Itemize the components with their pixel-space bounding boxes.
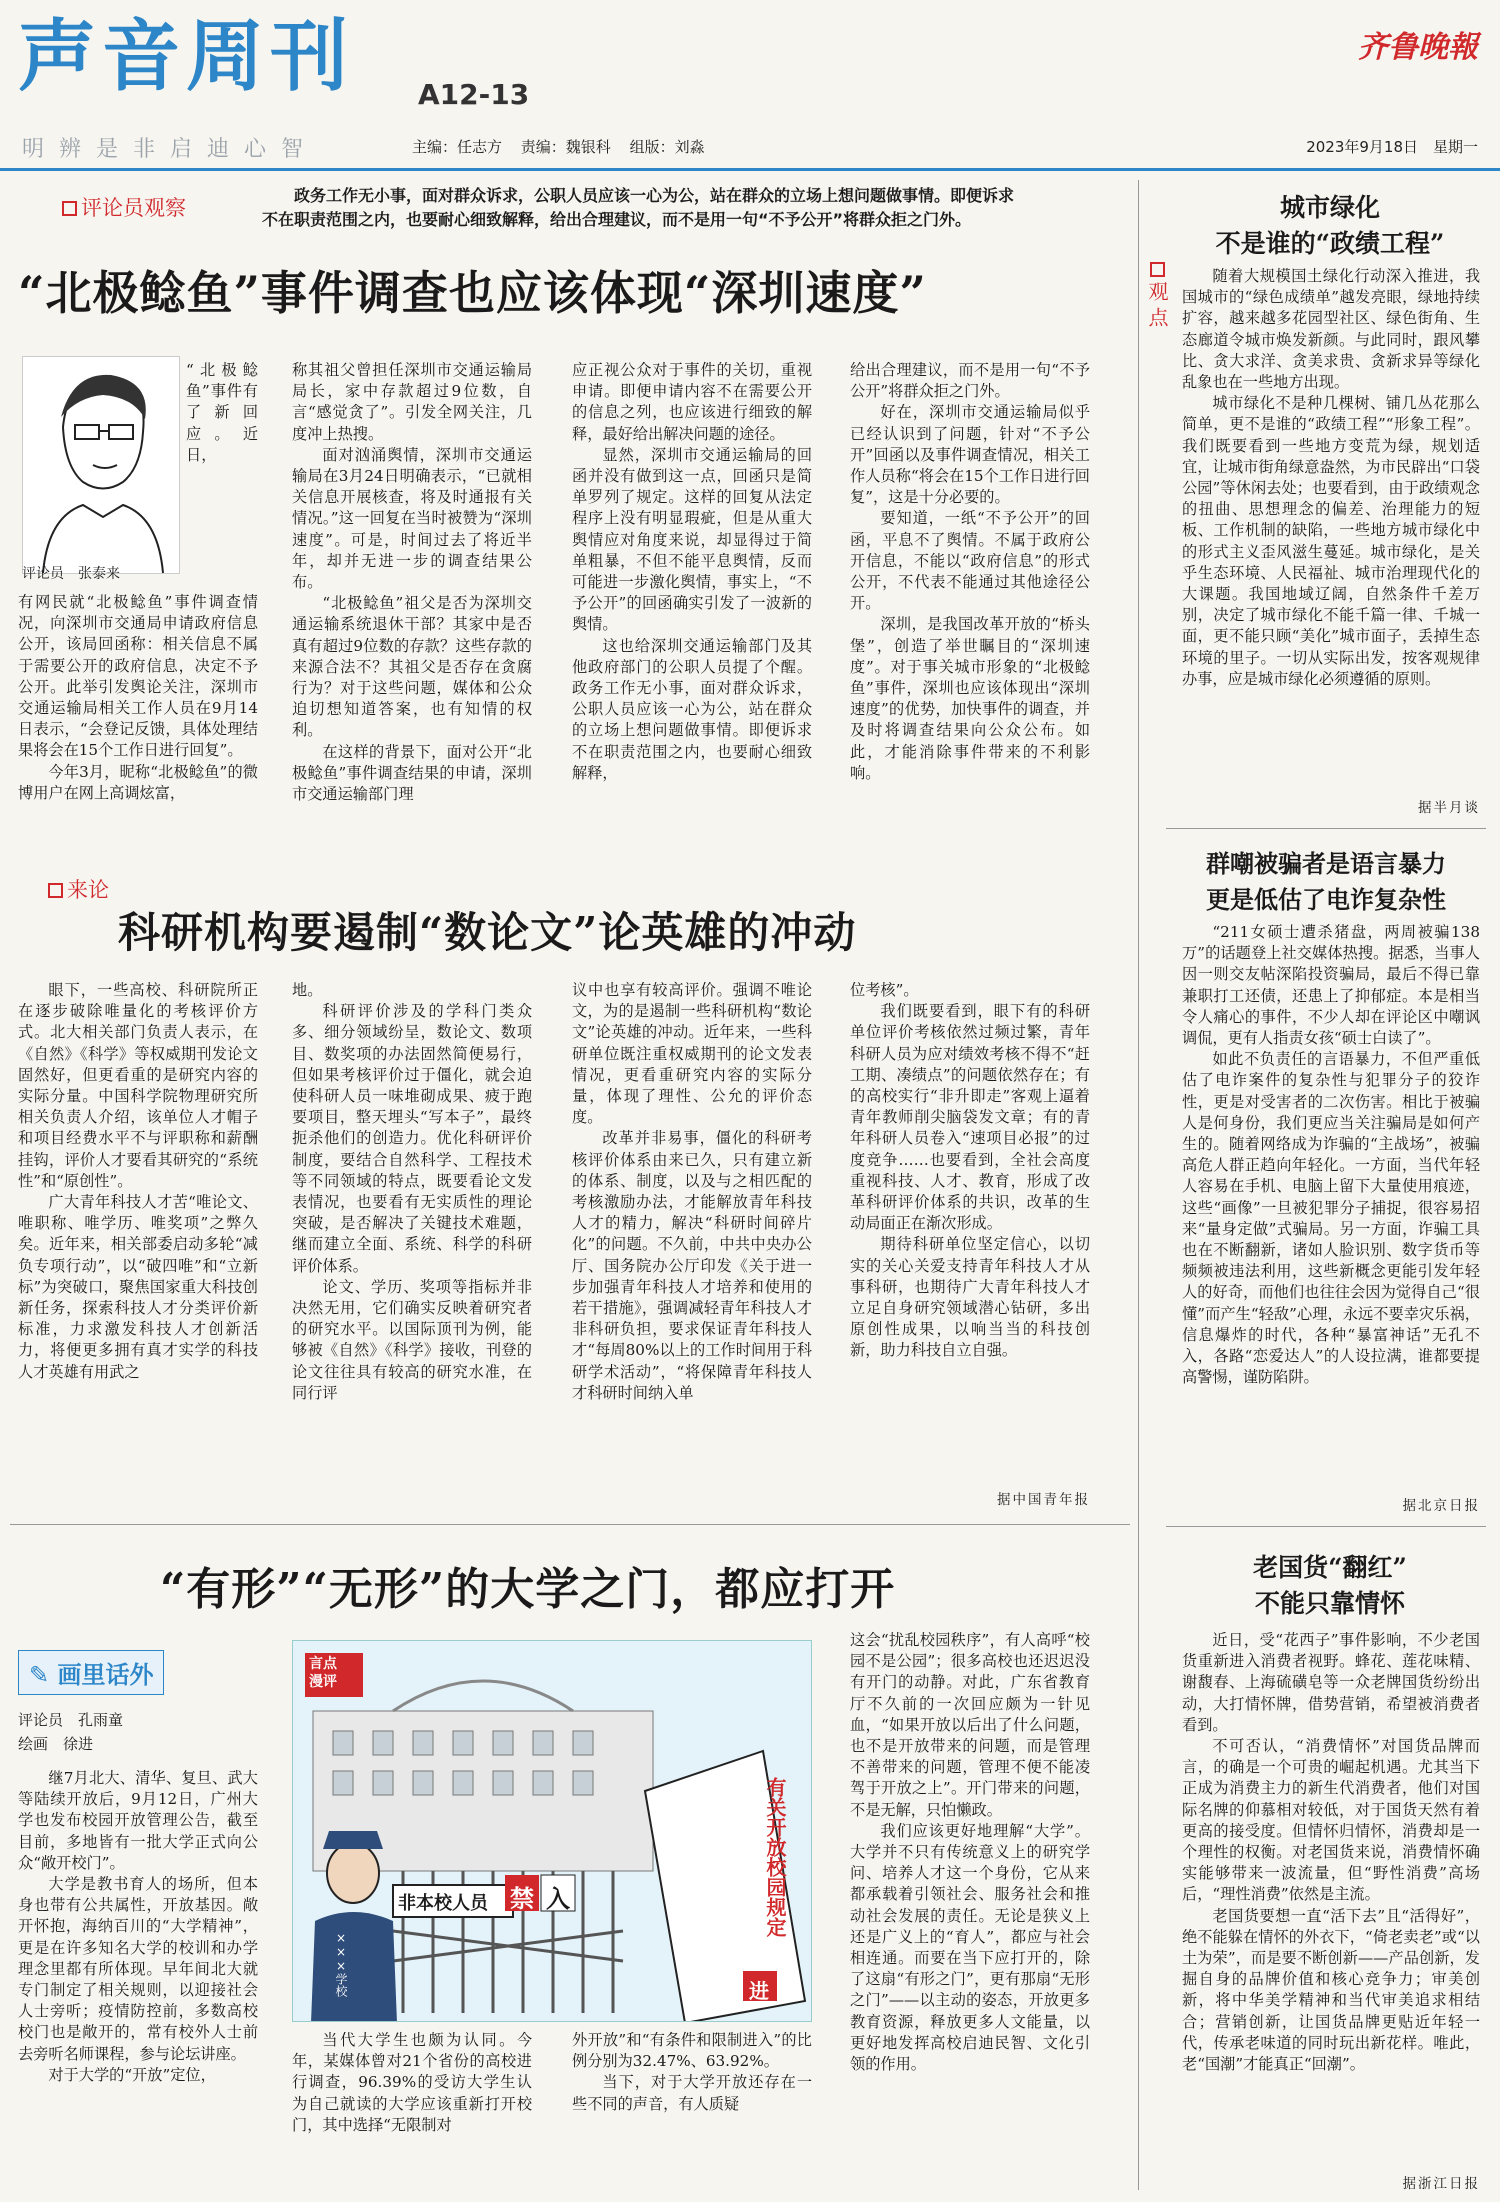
sidebar-article3-text	[1182, 1630, 1480, 2075]
article3-headline: “有形”“无形”的大学之门，都应打开	[160, 1564, 896, 1615]
paragraph: 近日，受“花西子”事件影响，不少老国货重新进入消费者视野。蜂花、莲花味精、谢馥春、上海硫磺皂等一众老牌国货纷纷出动，大打情怀牌，借势营销，希望被消费者看到。	[1182, 1631, 1480, 1734]
sidebar-article2-text	[1182, 922, 1480, 1388]
sidebar-article3-title-line1: 老国货“翻红”	[1253, 1553, 1407, 1582]
section-label-comment	[48, 874, 109, 904]
article3-col1	[18, 1768, 258, 2192]
article3-writer: 评论员 孔雨童	[18, 1711, 124, 1729]
paragraph: 不可否认，“消费情怀”对国货品牌而言，的确是一个可贵的崛起机遇。尤其当下正成为消费主力的新生代消费者，他们对国际名牌的仰慕相对较低，对于国货天然有着更高的接受度。但情怀归情怀，消费却是一个理性的权衡。对老国货来说，消费情怀确实能够带来一波流量，但“野性消费”高场后，“理性消费”依然是主流。	[1182, 1737, 1480, 1904]
cartoon-tag-line1: 言点	[309, 1656, 337, 1672]
sidebar-article1-text	[1182, 266, 1480, 690]
cartoon-document-title: 有关开放校园规定	[763, 1777, 787, 1937]
paragraph: 地。	[292, 981, 323, 999]
article3-col4	[850, 1630, 1090, 2192]
article2-col4-text	[850, 980, 1090, 1362]
paragraph: 大学是教书育人的场所，但本身也带有公共属性，开放基因。敞开怀抱，海纳百川的“大学精神”，更是在许多知名大学的校训和办学理念里都有所体现。早年间北大就专门制定了相关规则，以迎接社会人士旁听；疫情防控前，多数高校校门也是敞开的，常有校外人士前去旁听名师课程，参与论坛讲座。	[18, 1875, 258, 2063]
paragraph: 在这样的背景下，面对公开“北极鲶鱼”事件调查结果的申请，深圳市交通运输部门理	[292, 742, 532, 804]
sidebar-article3-title	[1180, 1550, 1480, 1622]
article-divider	[10, 1524, 1130, 1525]
article1-col4-text	[850, 360, 1090, 784]
article1-lead: 政务工作无小事，面对群众诉求，公职人员应该一心为公，站在群众的立场上想问题做事情。即便诉求不在职责范围之内，也要耐心细致解释，给出合理建议，而不是用一句“不予公开”将群众拒之门外。	[262, 186, 1015, 229]
article3-byline	[18, 1708, 123, 1756]
masthead-slogan: 明辨是非启迪心智	[22, 137, 319, 162]
section-label-cartoon	[18, 1650, 164, 1695]
sidebar-article1-body	[1182, 266, 1480, 816]
paragraph: 继7月北大、清华、复旦、武大等陆续开放后，9月12日，广州大学也发布校园开放管理公告，截至目前，多地皆有一批大学正式向公众“敞开校门”。	[18, 1769, 258, 1872]
paragraph: 面对汹涌舆情，深圳市交通运输局在3月24日明确表示，“已就相关信息开展核查，将及时通报有关情况。”这一回复在当时被赞为“深圳速度”。可是，时间过去了将近半年，却并无进一步的调查结果公布。	[292, 445, 532, 592]
duty-editor: 责编：魏银科	[520, 138, 611, 156]
article3-col4-text	[850, 1630, 1090, 2075]
paragraph: 论文、学历、奖项等指标并非决然无用，它们确实反映着研究者的研究水平。以国际顶刊为例，能够被《自然》《科学》接收，刊登的论文往往具有较高的研究水准，在同行评	[292, 1277, 532, 1402]
article1-col1-bottom	[18, 592, 258, 862]
sidebar-article2-title	[1166, 846, 1486, 918]
paragraph: 眼下，一些高校、科研院所正在逐步破除唯量化的考核评价方式。北大相关部门负责人表示，在《自然》《科学》等权威期刊发论文固然好，但更看重的是研究内容的实际分量。中国科学院物理研究所相关负责人介绍，该单位人才帽子和项目经费水平不与评职称和薪酬挂钩，评价人才要看其研究的“系统性”和“原创性”。	[18, 981, 258, 1190]
editor-credits	[412, 136, 719, 157]
article1-col2-text	[292, 360, 532, 805]
label-box-icon	[62, 201, 77, 216]
sidebar-divider-2	[1166, 1526, 1486, 1527]
issue-date: 2023年9月18日 星期一	[1306, 138, 1478, 156]
pencil-icon: ✎	[29, 1661, 58, 1689]
article3-col1-text	[18, 1768, 258, 2086]
sidebar-label-text: 观点	[1145, 281, 1169, 333]
article1-col1-bottom-text	[18, 592, 258, 804]
paragraph: 我们既要看到，眼下有的科研单位评价考核依然过频过繁，青年科研人员为应对绩效考核不得不“赶工期、凑绩点”的问题依然存在；有的高校实行“非升即走”客观上逼着青年教师削尖脑袋发文章；有的青年科研人员卷入“速项目必报”的过度竞争……也要看到，全社会高度重视科技、人才、教育，形成了改革科研评价体系的共识，改革的生动局面正在渐次形成。	[850, 1002, 1090, 1233]
sidebar-article3-source: 据浙江日报	[1402, 2176, 1480, 2192]
paragraph: 我们应该更好地理解“大学”。大学并不只有传统意义上的研究学问、培养人才这一个身份，它从来都承载着引领社会、服务社会和推动社会发展的责任。无论是狭义上还是广义上的“育人”，都应与社会相连通。而要在当下应打开的，除了这扇“有形之门”，更有那扇“无形之门”——以主动的姿态，开放更多教育资源，释放更多人文能量，以更好地发挥高校启迪民智、文化引领的作用。	[850, 1821, 1090, 2074]
sidebar-article1-title	[1180, 190, 1480, 262]
paragraph: 有网民就“北极鲶鱼”事件调查情况，向深圳市交通局申请政府信息公开，该局回函称：相关信息不属于需要公开的政府信息，决定不予公开。此举引发舆论关注，深圳市交通运输局相关工作人员在9月14日表示，“会登记反馈，具体处理结果将会在15个工作日进行回复”。	[18, 593, 258, 760]
article1-author: 评论员 张泰来	[22, 566, 120, 582]
paragraph: “北极鲶鱼”祖父是否为深圳交通运输系统退休干部？其家中是否真有超过9位数的存款？这些存款的来源合法不？其祖父是否存在贪腐行为？对于这些问题，媒体和公众迫切想知道答案，也有知情的权利。	[292, 594, 532, 740]
sidebar-article3-title-line2: 不能只靠情怀	[1254, 1589, 1405, 1618]
paragraph: 好在，深圳市交通运输局似乎已经认识到了问题，针对“不予公开”回函以及事件调查情况，相关工作人员称“将会在15个工作日进行回复”，这是十分必要的。	[850, 403, 1090, 507]
article2-source: 据中国青年报	[997, 1492, 1090, 1508]
label-box-icon	[1150, 262, 1165, 277]
paragraph: 这也给深圳交通运输部门及其他政府部门的公职人员提了个醒。政务工作无小事，面对群众诉求，公职人员应该一心为公，站在群众的立场上想问题做事情。即便诉求不在职责范围之内，也要耐心细致解释，	[572, 636, 812, 782]
layout-editor: 组版：刘淼	[629, 138, 705, 156]
cartoon-enter: 入	[546, 1885, 570, 1913]
section-label-text: 评论员观察	[81, 196, 186, 220]
paragraph: 如此不负责任的言语暴力，不但严重低估了电诈案件的复杂性与犯罪分子的狡诈性，更是对受害者的二次伤害。相比于被骗人是何身份，我们更应当关注骗局是如何产生的。随着网络成为诈骗的“主战场”，被骗高危人群正趋向年轻化。一方面，当代年轻人容易在手机、电脑上留下大量使用痕迹，这些“画像”一旦被犯罪分子捕捉，很容易招来“量身定做”式骗局。另一方面，诈骗工具也在不断翻新，诸如人脸识别、数字货币等频频被违法利用，这些新概念更能引发年轻人的好奇，而他们也往往会因为觉得自己“很懂”而产生“轻敌”心理，永远不要幸灾乐祸，信息爆炸的时代，各种“暴富神话”无孔不入，各路“恋爱达人”的人设拉满，谁都要提高警惕，谨防陷阱。	[1182, 1050, 1480, 1387]
paragraph: “211女硕士遭杀猪盘，两周被骗138万”的话题登上社交媒体热搜。据悉，当事人因一则交友帖深陷投资骗局，最后不得已靠兼职打工还债，还患上了抑郁症。本是相当令人痛心的事件，不少人却在评论区中嘲讽调侃，更有人指责女孩“硕士白读了”。	[1182, 923, 1480, 1048]
sidebar-divider	[1138, 180, 1139, 2190]
article2-col1	[18, 980, 258, 1520]
article2-col3-text	[572, 980, 812, 1404]
sidebar-article2-title-line2: 更是低估了电诈复杂性	[1206, 885, 1446, 914]
paragraph: 期待科研单位坚定信心，以切实的关心关爱支持青年科技人才从事科研，也期待广大青年科技人才立足自身研究领域潜心钻研，多出原创性成果，以响当当的科技创新，助力科技自立自强。	[850, 1235, 1090, 1360]
article1-col3	[572, 360, 812, 860]
section-label-observer	[62, 192, 186, 222]
sidebar-article1-title-line2: 不是谁的“政绩工程”	[1215, 229, 1445, 258]
paragraph: 要知道，一纸“不予公开”的回函，平息不了舆情。不属于政府公开信息，不能以“政府信息”的形式公开，不代表不能通过其他途径公开。	[850, 509, 1090, 613]
article2-col4	[850, 980, 1090, 1490]
paragraph: 老国货要想一直“活下去”且“活得好”，绝不能躲在情怀的外衣下，“倚老卖老”或“以土为荣”，而是要不断创新——产品创新，发掘自身的品牌价值和核心竞争力；审美创新，将中华美学精神和当代审美追求相结合；营销创新，让国货品牌更贴近年轻一代，传承老味道的同时玩出新花样。唯此，老“国潮”才能真正“回潮”。	[1182, 1906, 1480, 2074]
paragraph: 称其祖父曾担任深圳市交通运输局局长，家中存款超过9位数，自言“感觉贪了”。引发全网关注，几度冲上热搜。	[292, 361, 532, 443]
paragraph: 这会“扰乱校园秩序”，有人高呼“校园不是公园”；很多高校也还迟迟没有开门的动静。对此，广东省教育厅不久前的一次回应颇为一针见血，“如果开放以后出了什么问题，也不是开放带来的问题，而是管理不善带来的问题，管理不便不能凌驾于开放之上”。开门带来的问题，不是无解，只怕懒政。	[850, 1631, 1090, 1819]
paragraph: 广大青年科技人才苦“唯论文、唯职称、唯学历、唯奖项”之弊久矣。近年来，相关部委启动多轮“减负专项行动”，以“破四唯”和“立新标”为突破口，聚焦国家重大科技创新任务，探索科技人才分类评价新标准，力求激发科技人才创新活力，将便更多拥有真才实学的科技人才英雄有用武之	[18, 1193, 258, 1381]
article2-col2	[292, 980, 532, 1520]
cartoon-sign: 非本校人员	[398, 1893, 488, 1914]
article3-col3-text	[572, 2030, 812, 2115]
cartoon-stamp: 进	[749, 1979, 769, 2003]
cartoon-tag	[309, 1655, 337, 1691]
article2-col3	[572, 980, 812, 1520]
article2-col2-text	[292, 980, 532, 1404]
paragraph: 城市绿化不是种几棵树、铺几丛花那么简单，更不是谁的“政绩工程”“形象工程”。我们既要看到一些地方变荒为绿，规划适宜，让城市街角绿意盎然，为市民辟出“口袋公园”等休闲去处；也要看到，由于政绩观念的扭曲、思想理念的偏差、治理能力的短板、工作机制的缺陷，一些地方城市绿化中的形式主义歪风滋生蔓延。城市绿化，是关乎生态环境、人民福祉、城市治理现代化的大课题。我国地域辽阔，自然条件千差万别，决定了城市绿化不能千篇一律、千城一面，更不能只顾“美化”城市面子，丢掉生态环境的里子。一切从实际出发，按客观规律办事，应是城市绿化必须遵循的原则。	[1182, 394, 1480, 688]
paragraph: 位考核”。	[850, 981, 919, 999]
chief-editor: 主编：任志方	[412, 138, 503, 156]
newspaper-logo: 齐鲁晚報	[1358, 30, 1478, 65]
sidebar-label	[1143, 262, 1172, 333]
cartoon-illustration	[293, 1641, 812, 2022]
article1-col1-top	[186, 360, 258, 592]
paragraph: 外开放”和“有条件和限制进入”的比例分别为32.47%、63.92%。	[572, 2031, 812, 2071]
page-number: A12-13	[418, 78, 530, 111]
paragraph: 改革并非易事，僵化的科研考核评价体系由来已久，只有建立新的体系、制度，以及与之相匹配的考核激励办法，才能解放青年科技人才的精力，解决“科研时间碎片化”的问题。不久前，中共中央办公厅、国务院办公厅印发《关于进一步加强青年科技人才培养和使用的若干措施》，强调减轻青年科技人才非科研负担，要求保证青年科技人才“每周80%以上的工作时间用于科研学术活动”，“将保障青年科技人才科研时间纳入单	[572, 1129, 812, 1402]
article2-headline: 科研机构要遏制“数论文”论英雄的冲动	[118, 908, 857, 957]
masthead-divider	[0, 168, 1500, 171]
editorial-cartoon	[292, 1640, 812, 2022]
paragraph: 应正视公众对于事件的关切，重视申请。即便申请内容不在需要公开的信息之列，也应该进行细致的解释，最好给出解决问题的途径。	[572, 361, 812, 443]
sidebar-article3-body	[1182, 1630, 1480, 2176]
sidebar-divider-1	[1166, 828, 1486, 829]
article3-col2-text	[292, 2030, 532, 2136]
paragraph: 当下，对于大学开放还存在一些不同的声音，有人质疑	[572, 2073, 812, 2113]
paragraph: 今年3月，昵称“北极鲶鱼”的微博用户在网上高调炫富，	[18, 762, 258, 802]
article1-col1-top-text: “北极鲶鱼”事件有了新回应。近日，	[186, 361, 258, 464]
cartoon-forbid: 禁	[510, 1885, 534, 1913]
author-sketch-icon	[23, 357, 179, 573]
sidebar-article2-title-line1: 群嘲被骗者是语言暴力	[1206, 849, 1446, 878]
article1-col4	[850, 360, 1090, 860]
sidebar-article1-source: 据半月谈	[1418, 800, 1480, 816]
paragraph: 深圳，是我国改革开放的“桥头堡”，创造了举世瞩目的“深圳速度”。对于事关城市形象的“北极鲶鱼”事件，深圳也应该体现出“深圳速度”的优势，加快事件的调查，并及时将调查结果向公众公布。如此，才能消除事件带来的不利影响。	[850, 615, 1090, 782]
sidebar-article2-body	[1182, 922, 1480, 1508]
paragraph: 对于大学的“开放”定位，	[48, 2065, 216, 2084]
paragraph: 科研评价涉及的学科门类众多、细分领域纷呈，数论文、数项目、数奖项的办法固然简便易行，但如果考核评价过于僵化，就会迫使科研人员一味堆砌成果、疲于跑要项目，整天埋头“写本子”，最终扼杀他们的创造力。优化科研评价制度，要结合自然科学、工程技术等不同领域的特点，既要看论文发表情况，也要看有无实质性的理论突破，是否解决了关键技术难题，继而建立全面、系统、科学的科研评价体系。	[292, 1002, 532, 1275]
article3-illustrator: 绘画 徐进	[18, 1735, 94, 1753]
sidebar-article1-title-line1: 城市绿化	[1279, 193, 1380, 222]
label-box-icon	[48, 883, 63, 898]
paragraph: 显然，深圳市交通运输局的回函并没有做到这一点，回函只是简单罗列了规定。这样的回复从法定程序上没有明显瑕疵，但是从重大舆情应对角度来说，却显得过于简单粗暴，不但不能平息舆情，反而可能进一步激化舆情，事实上，“不予公开”的回函确实引发了一波新的舆情。	[572, 445, 812, 634]
article1-headline: “北极鲶鱼”事件调查也应该体现“深圳速度”	[18, 266, 927, 320]
section-label-text: 来论	[67, 878, 109, 902]
article1-col3-text	[572, 360, 812, 784]
author-portrait	[22, 356, 180, 574]
sidebar-article2-source: 据北京日报	[1402, 1498, 1480, 1514]
paragraph: 当代大学生也颇为认同。今年，某媒体曾对21个省份的高校进行调查，96.39%的受访大学生认为自己就读的大学应该重新打开校门，其中选择“无限制对	[292, 2031, 532, 2134]
article3-col2	[292, 2030, 532, 2194]
article2-col1-text	[18, 980, 258, 1383]
paragraph: 议中也享有较高评价。强调不唯论文，为的是遏制一些科研机构“数论文”论英雄的冲动。近年来，一些科研单位既注重权威期刊的论文发表情况，更看重研究内容的实际分量，体现了理性、公允的评价态度。	[572, 981, 812, 1127]
paragraph: 给出合理建议，而不是用一句“不予公开”将群众拒之门外。	[850, 361, 1090, 401]
article3-col3	[572, 2030, 812, 2194]
section-label-text: 画里话外	[57, 1661, 154, 1689]
paragraph: 随着大规模国土绿化行动深入推进，我国城市的“绿色成绩单”越发亮眼，绿地持续扩容，越来越多花园型社区、绿色街角、生态廊道令城市焕发新颜。与此同时，跟风攀比、贪大求洋、贪美求贵、贪新求异等绿化乱象也在一些地方出现。	[1182, 267, 1480, 392]
masthead-title: 声音周刊	[18, 12, 355, 102]
article1-col2	[292, 360, 532, 860]
cartoon-school-badge: ×××学校	[334, 1931, 348, 1997]
cartoon-tag-line2: 漫评	[309, 1674, 337, 1690]
